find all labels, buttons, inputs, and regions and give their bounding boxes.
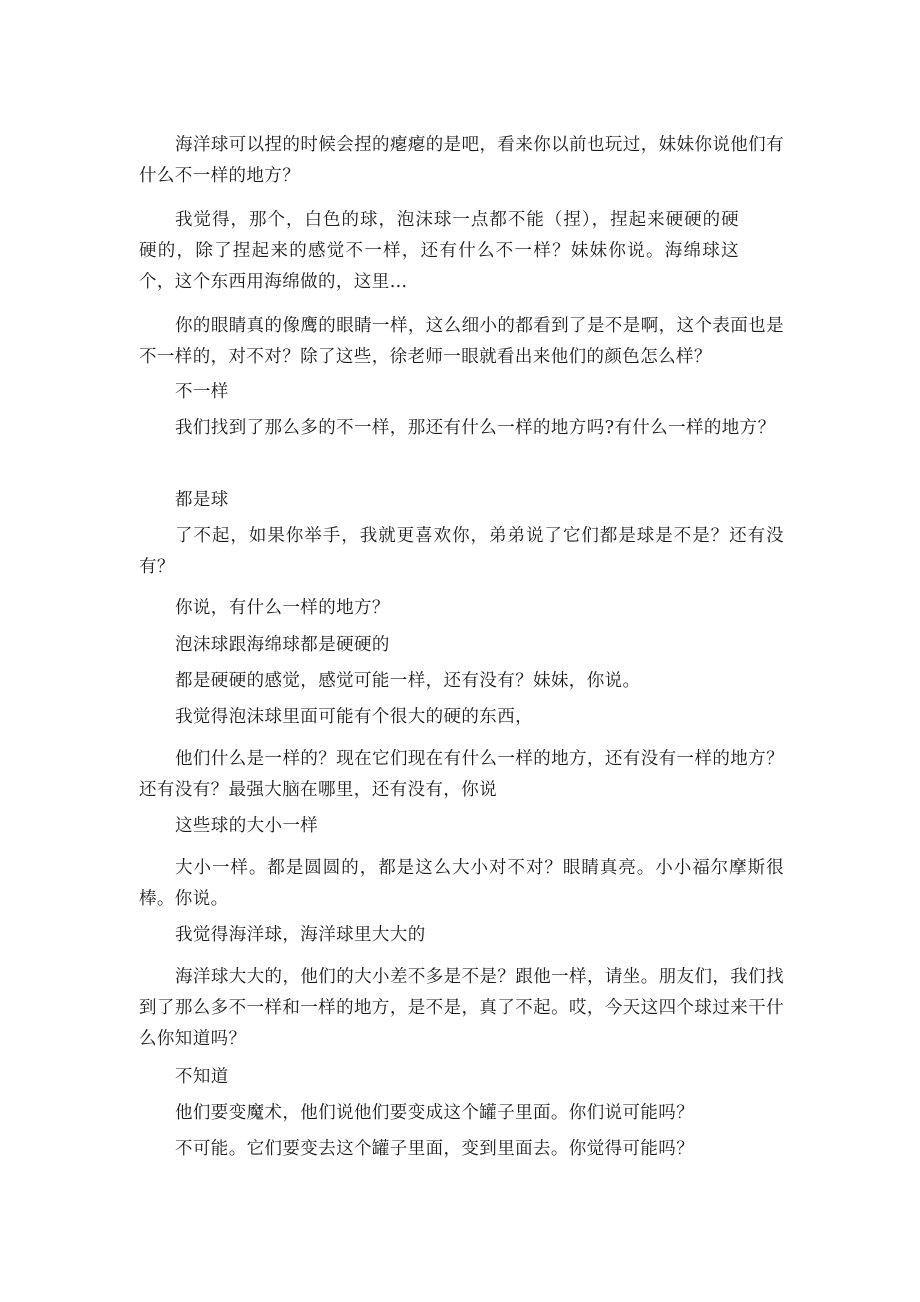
paragraph: 海洋球可以捏的时候会捏的瘪瘪的是吧，看来你以前也玩过，妹妹你说他们有什么不一样的地方？: [139, 135, 784, 186]
paragraph: 大小一样。都是圆圆的，都是这么大小对不对？眼睛真亮。小小福尔摩斯很棒。你说。: [139, 858, 784, 909]
paragraph: 不可能。它们要变去这个罐子里面，变到里面去。你觉得可能吗？: [175, 1139, 695, 1159]
paragraph: 了不起，如果你举手，我就更喜欢你，弟弟说了它们都是球是不是？还有没有？: [139, 526, 784, 577]
paragraph: 都是球: [175, 490, 229, 510]
paragraph: 你说，有什么一样的地方？: [175, 598, 390, 618]
paragraph: 他们要变魔术，他们说他们要变成这个罐子里面。你们说可能吗？: [175, 1103, 695, 1123]
paragraph: 不一样: [175, 382, 229, 402]
paragraph: 他们什么是一样的？现在它们现在有什么一样的地方，还有没有一样的地方？还有没有？最强大脑在哪里，还有没有，你说: [139, 749, 784, 800]
paragraph: 我觉得，那个，白色的球，泡沫球一点都不能（捏），捏起来硬硬的硬硬的，除了捏起来的感觉不一样，还有什么不一样？妹妹你说。海绵球这个，这个东西用海绵做的，这里…: [139, 210, 739, 292]
paragraph: 我觉得泡沫球里面可能有个很大的硬的东西，: [175, 707, 533, 727]
paragraph: 我们找到了那么多的不一样，那还有什么一样的地方吗?有什么一样的地方？: [175, 418, 776, 438]
paragraph: 这些球的大小一样: [175, 816, 319, 836]
paragraph: 我觉得海洋球，海洋球里大大的: [175, 925, 426, 945]
paragraph: 不知道: [175, 1067, 229, 1087]
paragraph: 都是硬硬的感觉，感觉可能一样，还有没有？妹妹，你说。: [175, 671, 641, 691]
paragraph: 你的眼睛真的像鹰的眼睛一样，这么细小的都看到了是不是啊，这个表面也是不一样的，对不对？除了这些，徐老师一眼就看出来他们的颜色怎么样？: [139, 316, 784, 367]
paragraph: 海洋球大大的，他们的大小差不多是不是？跟他一样，请坐。朋友们，我们找到了那么多不一样和一样的地方，是不是，真了不起。哎，今天这四个球过来干什么你知道吗？: [139, 967, 784, 1049]
paragraph: 泡沫球跟海绵球都是硬硬的: [175, 635, 390, 655]
